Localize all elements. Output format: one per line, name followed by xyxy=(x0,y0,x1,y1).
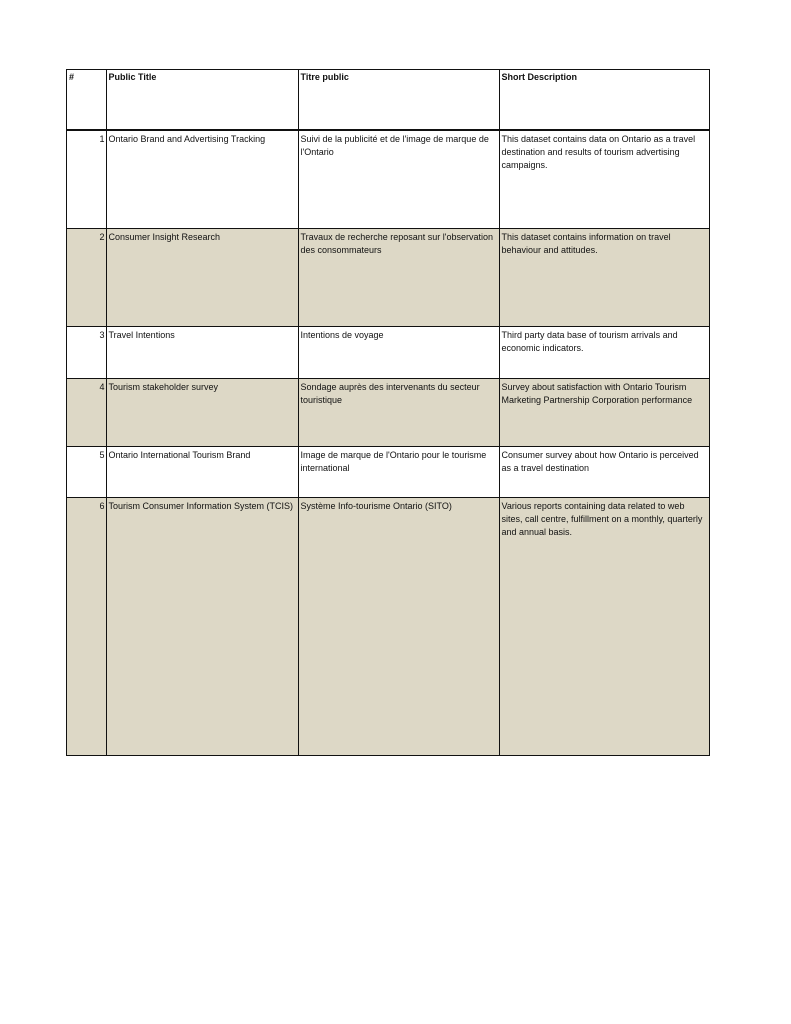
row-short-description: Consumer survey about how Ontario is perceived as a travel destination xyxy=(499,447,709,498)
row-short-description: Various reports containing data related to web sites, call centre, fulfillment on a monthly, quarterly and annual basis. xyxy=(499,498,709,756)
table-row xyxy=(67,229,709,327)
row-number: 4 xyxy=(67,379,106,447)
row-titre-public: Travaux de recherche reposant sur l'observation des consommateurs xyxy=(298,229,499,327)
row-number: 3 xyxy=(67,327,106,379)
row-titre-public: Image de marque de l'Ontario pour le tourisme international xyxy=(298,447,499,498)
table-row xyxy=(67,327,709,379)
header-public-title: Public Title xyxy=(106,70,298,130)
header-short-description: Short Description xyxy=(499,70,709,130)
row-titre-public: Système Info-tourisme Ontario (SITO) xyxy=(298,498,499,756)
dataset-table xyxy=(67,70,709,755)
table-row xyxy=(67,447,709,498)
table-header-row xyxy=(67,70,709,130)
row-short-description: Survey about satisfaction with Ontario Tourism Marketing Partnership Corporation performance xyxy=(499,379,709,447)
row-public-title: Travel Intentions xyxy=(106,327,298,379)
row-public-title: Tourism Consumer Information System (TCIS) xyxy=(106,498,298,756)
row-short-description: This dataset contains data on Ontario as a travel destination and results of tourism advertising campaigns. xyxy=(499,130,709,229)
row-short-description: This dataset contains information on travel behaviour and attitudes. xyxy=(499,229,709,327)
table-row xyxy=(67,498,709,756)
row-public-title: Tourism stakeholder survey xyxy=(106,379,298,447)
dataset-table-container xyxy=(66,69,710,756)
table-row xyxy=(67,130,709,229)
row-public-title: Consumer Insight Research xyxy=(106,229,298,327)
row-public-title: Ontario International Tourism Brand xyxy=(106,447,298,498)
row-titre-public: Intentions de voyage xyxy=(298,327,499,379)
row-number: 1 xyxy=(99,134,105,144)
row-titre-public: Sondage auprès des intervenants du secteur touristique xyxy=(298,379,499,447)
row-number: 5 xyxy=(67,447,106,498)
row-public-title: Ontario Brand and Advertising Tracking xyxy=(106,130,298,229)
row-number: 6 xyxy=(67,498,106,756)
row-number: 2 xyxy=(67,229,106,327)
row-short-description: Third party data base of tourism arrivals and economic indicators. xyxy=(499,327,709,379)
row-titre-public: Suivi de la publicité et de l'image de marque de l'Ontario xyxy=(298,130,499,229)
table-row xyxy=(67,379,709,447)
header-number: # xyxy=(67,70,106,130)
header-titre-public: Titre public xyxy=(298,70,499,130)
